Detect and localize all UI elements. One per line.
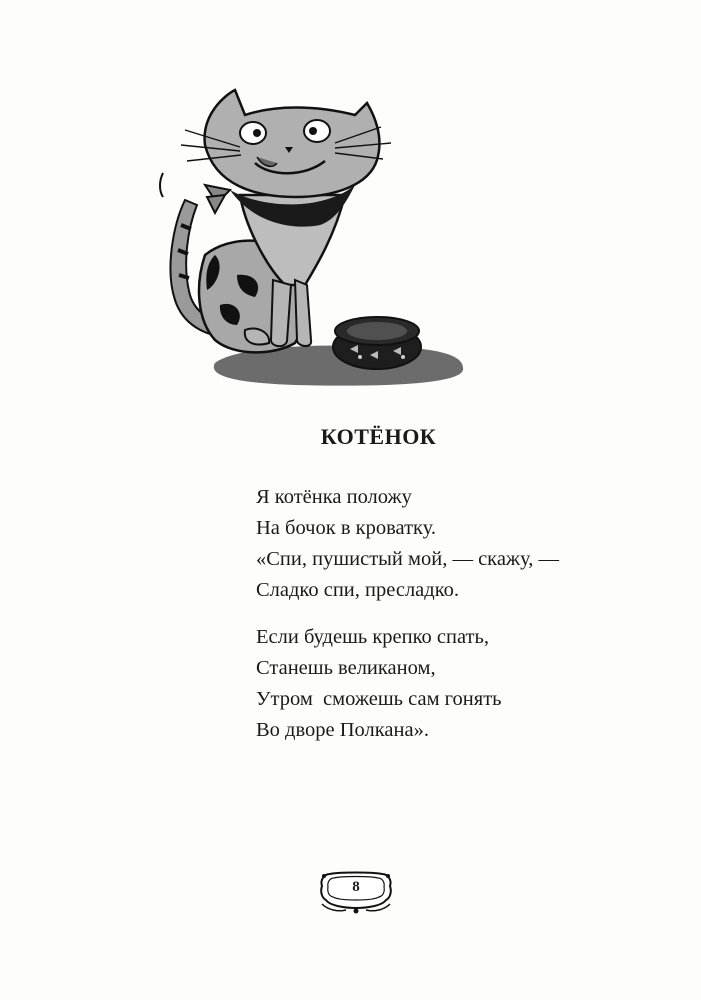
poem-line: Если будешь крепко спать, [256,626,489,648]
poem-line: «Спи, пушистый мой, — скажу, — [256,548,560,570]
poem-line: Утром сможешь сам гонять [256,688,502,710]
poem-title: КОТЁНОК [320,424,437,449]
poem-stanza-1 [256,482,559,606]
cat-front-legs [271,280,291,346]
poem-line: Во дворе Полкана». [256,719,429,741]
poem-line: Я котёнка положу [256,486,412,508]
poem-line: Сладко спи, пресладко. [256,579,459,601]
poem-line: Станешь великаном, [256,657,436,679]
page-number: 8 [352,879,360,895]
poem-stanza-2 [256,622,502,746]
poem-line: На бочок в кроватку. [256,517,437,539]
cat-with-bowl-illustration [145,85,475,395]
